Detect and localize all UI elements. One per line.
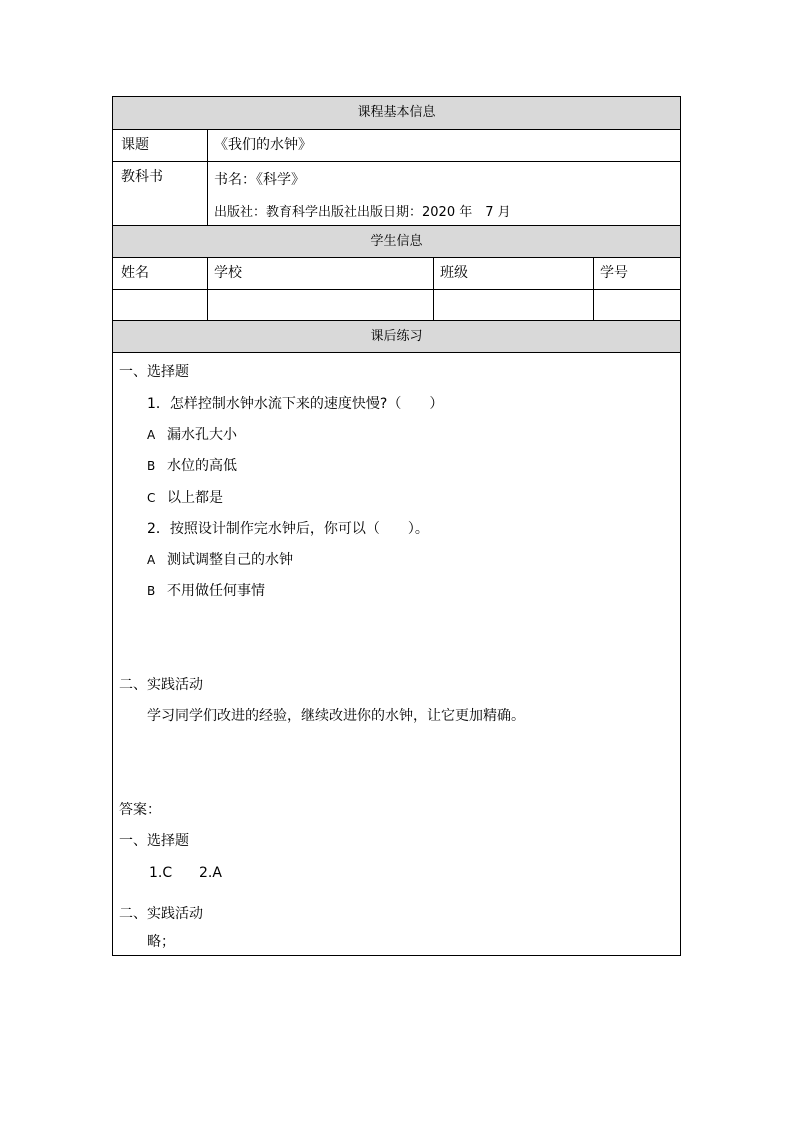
id-label: 学号	[593, 258, 680, 289]
option-text: 不用做任何事情	[167, 583, 265, 599]
q2-option-b	[147, 580, 265, 600]
option-text: 以上都是	[167, 490, 223, 506]
publisher-line: 出版社：教育科学出版社出版日期：2020 年 7 月	[214, 205, 511, 220]
q1-option-b	[147, 455, 237, 475]
activity-text: 学习同学们改进的经验，继续改进你的水钟，让它更加精确。	[147, 708, 525, 724]
exercises-header	[113, 321, 680, 353]
answer-section1-title: 一、选择题	[119, 833, 189, 849]
student-info-header-text: 学生信息	[370, 234, 423, 249]
option-letter: A	[147, 553, 156, 567]
topic-value: 《我们的水钟》	[207, 130, 680, 161]
option-text: 漏水孔大小	[167, 427, 237, 443]
topic-label: 课题	[121, 137, 149, 153]
q2-option-a	[147, 549, 293, 569]
student-values-row	[113, 290, 680, 321]
section1-title: 一、选择题	[119, 364, 189, 380]
book-name: 书名：《科学》	[214, 172, 305, 188]
topic-row	[113, 130, 680, 162]
student-labels-row	[113, 258, 680, 290]
worksheet-table	[112, 96, 681, 956]
q1-option-c	[147, 487, 223, 507]
name-label: 姓名	[121, 265, 149, 281]
course-info-header	[113, 97, 680, 130]
answer-activity: 略；	[147, 934, 175, 950]
exercises-content	[113, 353, 680, 955]
section2-title: 二、实践活动	[119, 677, 203, 693]
student-info-header	[113, 226, 680, 258]
answer-q1: 1.C	[149, 865, 173, 881]
option-letter: B	[147, 584, 156, 598]
option-text: 测试调整自己的水钟	[167, 552, 293, 568]
school-label: 学校	[207, 258, 433, 289]
textbook-row	[113, 162, 680, 226]
class-value[interactable]	[433, 290, 593, 320]
course-info-header-text: 课程基本信息	[357, 105, 436, 120]
option-letter: B	[147, 459, 156, 473]
class-label: 班级	[433, 258, 593, 289]
id-value[interactable]	[593, 290, 680, 320]
textbook-label: 教科书	[121, 169, 163, 185]
option-letter: A	[147, 428, 156, 442]
answer-q2: 2.A	[199, 865, 222, 881]
answer-section2-title: 二、实践活动	[119, 906, 203, 922]
option-text: 水位的高低	[167, 458, 237, 474]
q1-option-a	[147, 424, 237, 444]
answer-label: 答案：	[119, 802, 161, 818]
school-value[interactable]	[207, 290, 433, 320]
name-value[interactable]	[113, 290, 207, 320]
option-letter: C	[147, 491, 156, 505]
question-2: 2．按照设计制作完水钟后，你可以（ ）。	[147, 521, 429, 537]
exercises-header-text: 课后练习	[370, 329, 423, 344]
question-1: 1．怎样控制水钟水流下来的速度快慢?（ ）	[147, 396, 444, 412]
textbook-details	[207, 162, 680, 225]
